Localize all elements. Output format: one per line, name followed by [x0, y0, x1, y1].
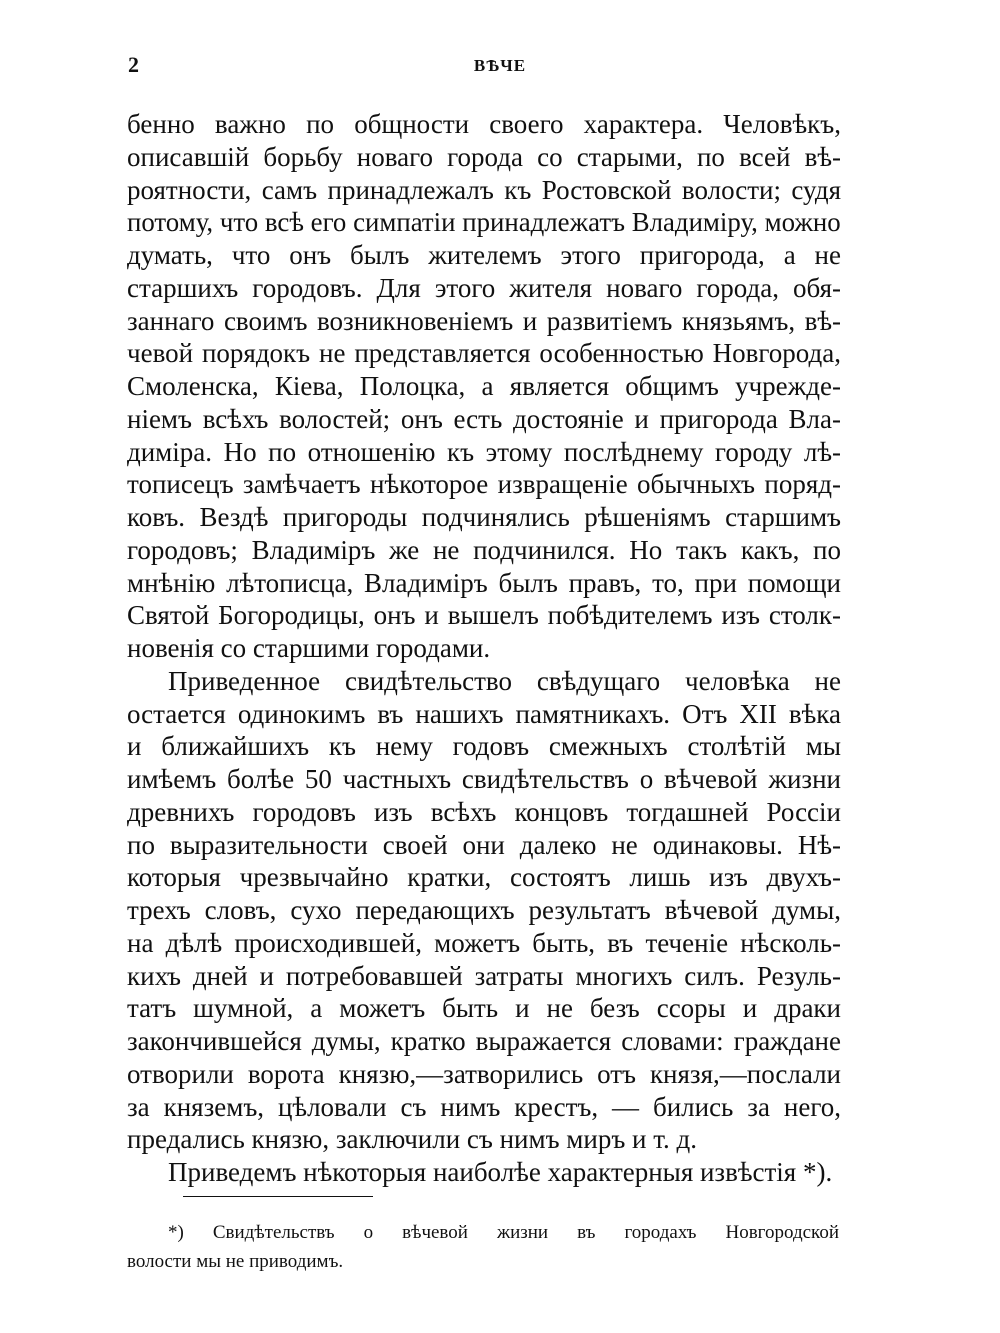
text-line: старшихъ городовъ. Для этого жителя новаго города, обя- [127, 272, 841, 303]
text-line: мнѣнію лѣтописца, Владиміръ былъ правъ, то, при помощи [127, 567, 841, 598]
text-line: диміра. Но по отношенію къ этому послѣднему городу лѣ- [127, 436, 841, 467]
text-line: ковъ. Вездѣ пригороды подчинялись рѣшеніямъ старшимъ [127, 502, 841, 532]
text-line: за княземъ, цѣловали съ нимъ крестъ, — бились за него, [127, 1091, 841, 1122]
page-number: 2 [128, 52, 139, 77]
main-text [127, 108, 841, 1189]
running-title: ВѢЧЕ [473, 56, 527, 75]
text-line: закончившейся думы, кратко выражается словами: граждане [127, 1026, 841, 1056]
footnote-divider [183, 1196, 373, 1197]
text-line: и ближайшихъ къ нему годовъ смежныхъ столѣтій мы [127, 731, 841, 762]
footnote-line: волости мы не приводимъ. [127, 1251, 344, 1272]
text-line: городовъ; Владиміръ же не подчинился. Но такъ какъ, по [127, 534, 841, 565]
text-line: предались князю, заключили съ нимъ миръ и т. д. [127, 1124, 698, 1155]
text-line: кихъ дней и потребовавшей затраты многихъ силъ. Резуль- [127, 960, 841, 991]
text-line: Святой Богородицы, онъ и вышелъ побѣдителемъ изъ столк- [127, 600, 841, 631]
text-line: потому, что всѣ его симпатіи принадлежатъ Владиміру, можно [127, 207, 841, 238]
text-line: на дѣлѣ происходившей, можетъ быть, въ теченіе нѣсколь- [127, 927, 841, 958]
text-line: чевой порядокъ не представляется особенностью Новгорода, [127, 338, 841, 369]
text-line: тописецъ замѣчаетъ нѣкоторое извращеніе обычныхъ поряд- [127, 469, 841, 500]
text-line: имѣемъ болѣе 50 частныхъ свидѣтельствъ о вѣчевой жизни [127, 764, 841, 794]
paragraph-start-line: Приведемъ нѣкоторыя наиболѣе характерныя извѣстія *). [168, 1157, 833, 1187]
text-line: ніемъ всѣхъ волостей; онъ есть достояніе и пригорода Вла- [127, 403, 841, 434]
paragraph-start-line: Приведенное свидѣтельство свѣдущаго человѣка не [168, 665, 841, 696]
text-line: древнихъ городовъ изъ всѣхъ концовъ тогдашней Россіи [127, 796, 841, 827]
text-line: остается одинокимъ въ нашихъ памятникахъ. Отъ XII вѣка [127, 698, 841, 729]
text-line: новенія со старшими городами. [127, 633, 491, 663]
text-line: которыя чрезвычайно кратки, состоятъ лишь изъ двухъ- [127, 862, 841, 893]
text-line: трехъ словъ, сухо передающихъ результатъ вѣчевой думы, [127, 895, 841, 925]
text-line: заннаго своимъ возникновеніемъ и развитіемъ князьямъ, вѣ- [127, 305, 841, 336]
text-line: роятности, самъ принадлежалъ къ Ростовской волости; судя [127, 174, 841, 205]
text-line: отворили ворота князю,—затворились отъ князя,—послали [127, 1058, 841, 1089]
text-line: татъ шумной, а можетъ быть и не безъ ссоры и драки [127, 993, 841, 1024]
text-line: описавшій борьбу новаго города со старыми, по всей вѣ- [127, 141, 841, 172]
footnote-line: *) Свидѣтельствъ о вѣчевой жизни въ городахъ Новгородской [168, 1222, 839, 1243]
text-line: думать, что онъ былъ жителемъ этого пригорода, а не [127, 240, 841, 270]
text-line: по выразительности своей они далеко не одинаковы. Нѣ- [127, 829, 841, 860]
text-line: Смоленска, Кіева, Полоцка, а является общимъ учрежде- [127, 371, 841, 401]
footnote [127, 1218, 839, 1276]
text-line: бенно важно по общности своего характера. Человѣкъ, [127, 109, 841, 139]
